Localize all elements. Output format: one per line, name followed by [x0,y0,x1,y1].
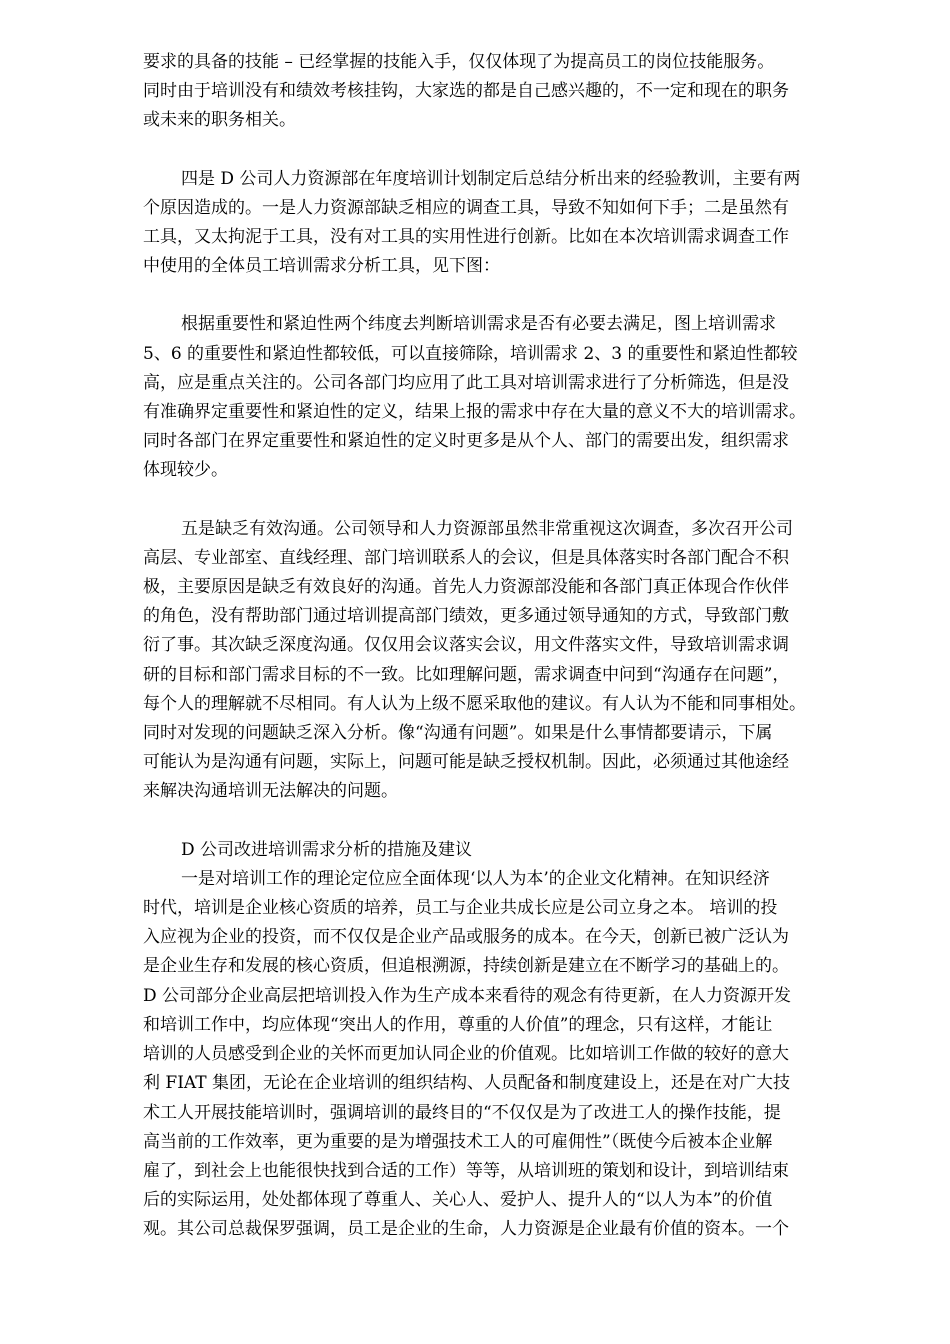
text-line: 要求的具备的技能 – 已经掌握的技能入手，仅仅体现了为提高员工的岗位技能服务。 [143,52,775,72]
text-line: 高当前的工作效率，更为重要的是为增强技术工人的可雇佣性”（既使今后被本企业解 [143,1131,773,1152]
text-line: 每个人的理解就不尽相同。有人认为上级不愿采取他的建议。有人认为不能和同事相处。 [143,693,806,714]
text-line: 高，应是重点关注的。公司各部门均应用了此工具对培训需求进行了分析筛选，但是没 [143,372,789,393]
paragraph-gap [143,281,883,310]
text-line: 根据重要性和紧迫性两个纬度去判断培训需求是否有必要去满足，图上培训需求 [181,314,776,335]
text-line: 术工人开展技能培训时，强调培训的最终目的“不仅仅是为了改进工人的操作技能，提 [143,1102,781,1123]
text-line: 高层、专业部室、直线经理、部门培训联系人的会议，但是具体落实时各部门配合不积 [143,547,789,568]
text-line: 的角色，没有帮助部门通过培训提高部门绩效，更多通过领导通知的方式，导致部门敷 [143,606,789,627]
paragraph-point-five [143,515,883,807]
text-line: 利 FIAT 集团，无论在企业培训的组织结构、人员配备和制度建设上，还是在对广大技 [143,1073,791,1094]
paragraph-skills-note [143,48,883,136]
text-line: 研的目标和部门需求目标的不一致。比如理解问题，需求调查中问到“沟通存在问题”， [143,664,790,685]
paragraph-point-four [143,165,883,282]
text-line: 一是对培训工作的理论定位应全面体现‘以人为本’的企业文化精神。在知识经济 [181,868,770,889]
text-line: 五是缺乏有效沟通。公司领导和人力资源部虽然非常重视这次调查，多次召开公司 [181,518,793,539]
text-line: 时代，培训是企业核心资质的培养，员工与企业共成长应是公司立身之本。 培训的投 [143,898,778,919]
text-line: 同时对发现的问题缺乏深入分析。像“沟通有问题”。如果是什么事情都要请示，下属 [143,723,773,744]
text-line: 个原因造成的。一是人力资源部缺乏相应的调查工具，导致不知如何下手；二是虽然有 [143,197,789,218]
text-line: 四是 D 公司人力资源部在年度培训计划制定后总结分析出来的经验教训，主要有两 [181,168,801,189]
section-heading-text: D 公司改进培训需求分析的措施及建议 [181,839,473,860]
text-line: 极，主要原因是缺乏有效良好的沟通。首先人力资源部没能和各部门真正体现合作伙伴 [143,577,789,598]
paragraph-gap [143,136,883,165]
text-line: 和培训工作中，均应体现“突出人的作用，尊重的人价值”的理念，只有这样，才能让 [143,1014,773,1035]
paragraph-point-one [143,865,883,1245]
text-line: 观。其公司总裁保罗强调，员工是企业的生命，人力资源是企业最有价值的资本。一个 [143,1219,789,1240]
paragraph-gap [143,807,883,836]
section-heading [143,836,883,865]
text-line: 中使用的全体员工培训需求分析工具，见下图： [143,256,500,277]
text-line: 来解决沟通培训无法解决的问题。 [143,781,398,802]
text-line: 5、6 的重要性和紧迫性都较低，可以直接筛除，培训需求 2、3 的重要性和紧迫性都较 [143,343,798,364]
text-line: 可能认为是沟通有问题，实际上，问题可能是缺乏授权机制。因此，必须通过其他途经 [143,752,789,773]
text-line: 同时各部门在界定重要性和紧迫性的定义时更多是从个人、部门的需要出发，组织需求 [143,431,789,452]
text-line: 有准确界定重要性和紧迫性的定义，结果上报的需求中存在大量的意义不大的培训需求。 [143,402,806,423]
text-line: 衍了事。其次缺乏深度沟通。仅仅用会议落实会议，用文件落实文件，导致培训需求调 [143,635,789,656]
text-line: 或未来的职务相关。 [143,110,296,131]
text-line: 同时由于培训没有和绩效考核挂钩，大家选的都是自己感兴趣的，不一定和现在的职务 [143,81,789,102]
paragraph-gap [143,486,883,515]
text-line: 入应视为企业的投资，而不仅仅是企业产品或服务的成本。在今天，创新已被广泛认为 [143,927,789,948]
text-line: 体现较少。 [143,460,228,481]
text-line: 工具，又太拘泥于工具，没有对工具的实用性进行创新。比如在本次培训需求调查工作 [143,227,789,248]
paragraph-importance-urgency [143,310,883,485]
document-page [143,48,883,1245]
text-line: D 公司部分企业高层把培训投入作为生产成本来看待的观念有待更新，在人力资源开发 [143,985,792,1006]
text-line: 是企业生存和发展的核心资质，但追根溯源，持续创新是建立在不断学习的基础上的。 [143,956,789,977]
text-line: 后的实际运用，处处都体现了尊重人、关心人、爱护人、提升人的“以人为本”的价值 [143,1190,773,1211]
text-line: 培训的人员感受到企业的关怀而更加认同企业的价值观。比如培训工作做的较好的意大 [143,1044,789,1065]
text-line: 雇了，到社会上也能很快找到合适的工作）等等，从培训班的策划和设计，到培训结束 [143,1160,789,1181]
